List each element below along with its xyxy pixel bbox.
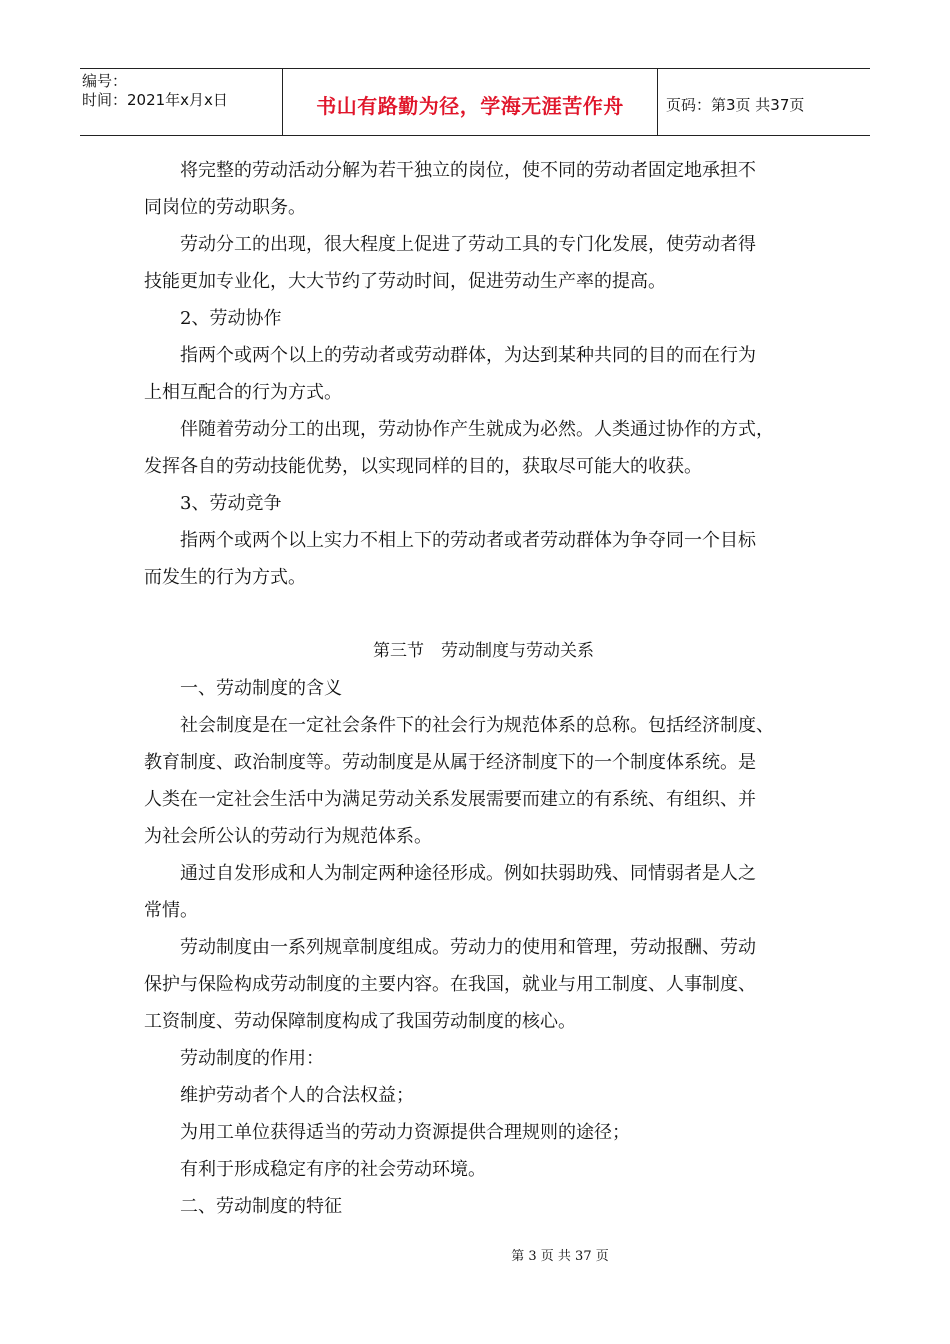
paragraph-line: 同岗位的劳动职务。 — [144, 197, 306, 218]
heading-labor-system-meaning: 一、劳动制度的含义 — [180, 678, 342, 699]
paragraph-line: 指两个或两个以上实力不相上下的劳动者或者劳动群体为争夺同一个目标 — [180, 530, 756, 551]
paragraph-line: 常情。 — [144, 900, 198, 921]
paragraph-line: 发挥各自的劳动技能优势，以实现同样的目的，获取尽可能大的收获。 — [144, 456, 702, 477]
paragraph-line: 劳动制度的作用： — [180, 1048, 324, 1069]
paragraph-line: 而发生的行为方式。 — [144, 567, 306, 588]
header-motto: 书山有路勤为径，学海无涯苦作舟 — [283, 69, 658, 135]
paragraph-line: 上相互配合的行为方式。 — [144, 382, 342, 403]
header-meta — [80, 69, 283, 135]
subheading-competition: 3、劳动竞争 — [180, 493, 282, 514]
paragraph-line: 维护劳动者个人的合法权益； — [180, 1085, 414, 1106]
paragraph-line: 保护与保险构成劳动制度的主要内容。在我国，就业与用工制度、人事制度、 — [144, 974, 756, 995]
page-footer: 第 3 页 共 37 页 — [511, 1249, 609, 1264]
paragraph-line: 工资制度、劳动保障制度构成了我国劳动制度的核心。 — [144, 1011, 576, 1032]
paragraph-line: 劳动分工的出现，很大程度上促进了劳动工具的专门化发展，使劳动者得 — [180, 234, 756, 255]
paragraph-line: 人类在一定社会生活中为满足劳动关系发展需要而建立的有系统、有组织、并 — [144, 789, 756, 810]
section-spacer — [144, 596, 809, 633]
heading-labor-system-features: 二、劳动制度的特征 — [180, 1196, 342, 1217]
paragraph-line: 为社会所公认的劳动行为规范体系。 — [144, 826, 432, 847]
header-page-info: 页码：第3页 共37页 — [666, 95, 805, 114]
paragraph-line: 通过自发形成和人为制定两种途径形成。例如扶弱助残、同情弱者是人之 — [180, 863, 756, 884]
paragraph-line: 有利于形成稳定有序的社会劳动环境。 — [180, 1159, 486, 1180]
doc-date-label: 时间：2021年x月x日 — [82, 91, 228, 109]
section-title: 第三节 劳动制度与劳动关系 — [373, 641, 594, 661]
subheading-cooperation: 2、劳动协作 — [180, 308, 282, 329]
paragraph-line: 指两个或两个以上的劳动者或劳动群体，为达到某种共同的目的而在行为 — [180, 345, 756, 366]
paragraph-line: 伴随着劳动分工的出现，劳动协作产生就成为必然。人类通过协作的方式， — [180, 419, 774, 440]
paragraph-line: 社会制度是在一定社会条件下的社会行为规范体系的总称。包括经济制度、 — [180, 715, 774, 736]
page-header — [80, 68, 870, 136]
paragraph-line: 技能更加专业化，大大节约了劳动时间，促进劳动生产率的提高。 — [144, 271, 666, 292]
paragraph-line: 教育制度、政治制度等。劳动制度是从属于经济制度下的一个制度体系统。是 — [144, 752, 756, 773]
document-body — [144, 152, 809, 1225]
doc-number-label: 编号： — [82, 72, 128, 90]
paragraph-line: 将完整的劳动活动分解为若干独立的岗位，使不同的劳动者固定地承担不 — [180, 160, 756, 181]
paragraph-line: 为用工单位获得适当的劳动力资源提供合理规则的途径； — [180, 1122, 630, 1143]
paragraph-line: 劳动制度由一系列规章制度组成。劳动力的使用和管理，劳动报酬、劳动 — [180, 937, 756, 958]
